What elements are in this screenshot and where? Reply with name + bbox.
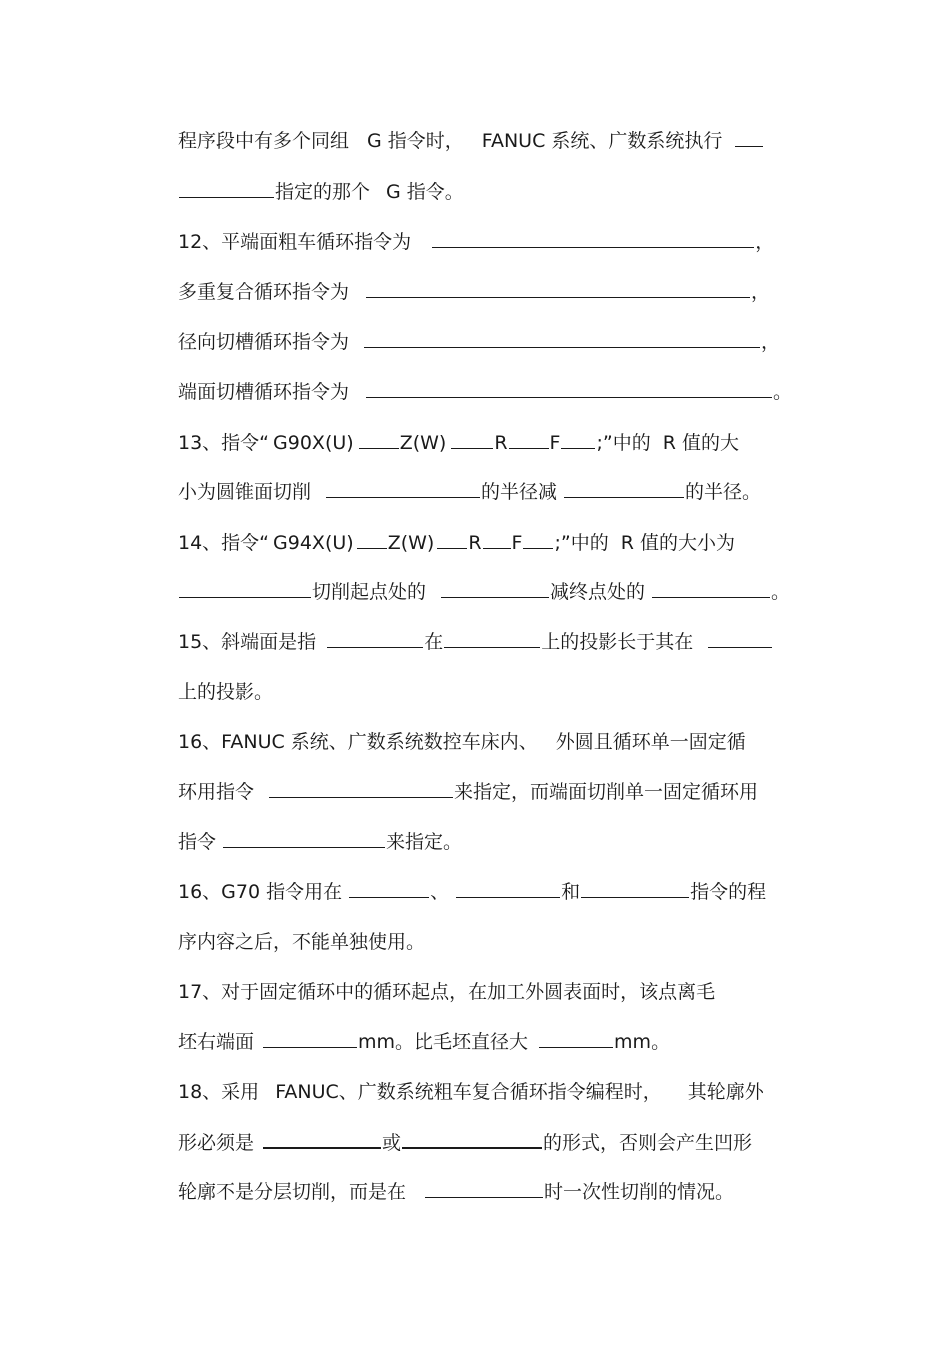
fill-blank[interactable] [441,577,549,598]
fill-blank[interactable] [425,1177,543,1198]
text: F [511,532,523,554]
text: 或 [382,1132,402,1154]
text: 13、指令“ [178,432,270,454]
text-line [178,126,818,156]
text: 12、平端面粗车循环指令为 [178,231,412,253]
text: 减终点处的 [550,581,646,603]
text: 轮廓不是分层切削，而是在 [178,1181,407,1203]
fill-blank[interactable] [359,428,399,449]
fill-blank[interactable] [326,477,480,498]
text: 程序段中有多个同组 [178,130,350,152]
fill-blank[interactable] [581,877,689,898]
text: mm。比毛坯直径大 [358,1031,529,1053]
text: ， [761,331,781,353]
fill-blank[interactable] [444,627,540,648]
text: Z(W) [399,432,447,454]
text: 多重复合循环指令为 [178,281,350,303]
text: 来指定，而端面切削单一固定循环用 [454,781,759,803]
text: 14、指令“ [178,532,270,554]
fill-blank[interactable] [223,827,385,848]
question-13-line-1 [178,428,818,458]
fill-blank[interactable] [269,777,453,798]
fill-blank[interactable] [263,1027,357,1048]
question-16-line-3 [178,827,818,857]
text: 外圆且循环单一固定循 [555,731,746,753]
text: 的形式，否则会产生凹形 [543,1132,753,1154]
text: 上的投影。 [178,681,274,703]
question-16b-line-2 [178,927,818,957]
text: 17、对于固定循环中的循环起点，在加工外圆表面时，该点离毛 [178,981,716,1003]
text: G 指令。 [386,181,464,203]
question-18-line-3 [178,1177,818,1207]
fill-blank[interactable] [564,477,684,498]
text: 环用指令 [178,781,255,803]
fill-blank[interactable] [451,428,493,449]
text: 端面切槽循环指令为 [178,381,350,403]
question-17-line-1 [178,977,818,1007]
text: 。 [771,581,791,603]
question-14-line-1 [178,528,818,558]
text: 18、采用 [178,1081,260,1103]
fill-blank[interactable] [456,877,560,898]
text: 坯右端面 [178,1031,255,1053]
text: 时一次性切削的情况。 [544,1181,735,1203]
text: ， [751,281,771,303]
fill-blank[interactable] [357,528,387,549]
text: G94X(U) [273,532,354,554]
text: 16、FANUC 系统、广数系统数控车床内、 [178,731,538,753]
question-13-line-2 [178,477,818,507]
text: 16、G70 指令用在 [178,881,343,903]
text: 15、斜端面是指 [178,631,317,653]
question-18-line-2 [178,1127,818,1157]
fill-blank[interactable] [364,327,760,348]
text: 切削起点处的 [312,581,427,603]
text: R 值的大小为 [620,532,735,554]
text: 序内容之后，不能单独使用。 [178,931,426,953]
fill-blank[interactable] [539,1027,613,1048]
question-14-line-2 [178,577,818,607]
text: Z(W) [387,532,435,554]
text: 其轮廓外 [687,1081,764,1103]
text-line [178,177,818,207]
fill-blank[interactable] [483,528,511,549]
text: 来指定。 [386,831,463,853]
fill-blank[interactable] [349,877,429,898]
text: ;”中的 [554,532,609,554]
text: 指定的那个 [275,181,371,203]
question-12-line-3 [178,327,818,357]
text: 指令 [178,831,217,853]
text: R [468,532,482,554]
text: 上的投影长于其在 [541,631,694,653]
text: 径向切槽循环指令为 [178,331,350,353]
text: 小为圆锥面切削 [178,481,312,503]
fill-blank[interactable] [652,577,770,598]
text: 形必须是 [178,1132,255,1154]
fill-blank[interactable] [437,528,467,549]
text: G 指令时， [367,130,464,152]
question-12-line-4 [178,377,818,407]
text: FANUC 系统、广数系统执行 [481,130,723,152]
question-15-line-2 [178,677,818,707]
text: 的半径。 [685,481,762,503]
question-12-line-2 [178,277,818,307]
text: R 值的大 [662,432,739,454]
fill-blank[interactable] [708,627,772,648]
text: mm。 [614,1031,671,1053]
text: 和 [561,881,581,903]
question-16-line-2 [178,777,818,807]
text: G90X(U) [273,432,354,454]
question-12-line-1 [178,227,818,257]
text: 、 [430,881,450,903]
fill-blank[interactable] [735,126,763,147]
text: F [549,432,561,454]
text: R [494,432,508,454]
text: 指令的程 [690,881,767,903]
fill-blank[interactable] [327,627,423,648]
fill-blank[interactable] [179,177,274,198]
fill-blank[interactable] [366,277,750,298]
fill-blank[interactable] [179,577,311,598]
question-18-line-1 [178,1077,818,1107]
text: 。 [773,381,793,403]
text: 在 [424,631,444,653]
question-16-line-1 [178,727,818,757]
text: FANUC、广数系统粗车复合循环指令编程时， [275,1081,662,1103]
question-16b-line-1 [178,877,818,907]
fill-blank[interactable] [366,377,772,398]
fill-blank[interactable] [523,528,553,549]
fill-blank[interactable] [509,428,549,449]
text: 的半径减 [481,481,558,503]
text: ;”中的 [596,432,651,454]
question-15-line-1 [178,627,818,657]
question-17-line-2 [178,1027,818,1057]
fill-blank[interactable] [402,1127,542,1149]
fill-blank[interactable] [432,227,754,248]
fill-blank[interactable] [263,1127,381,1149]
fill-blank[interactable] [561,428,595,449]
text: ， [755,231,775,253]
